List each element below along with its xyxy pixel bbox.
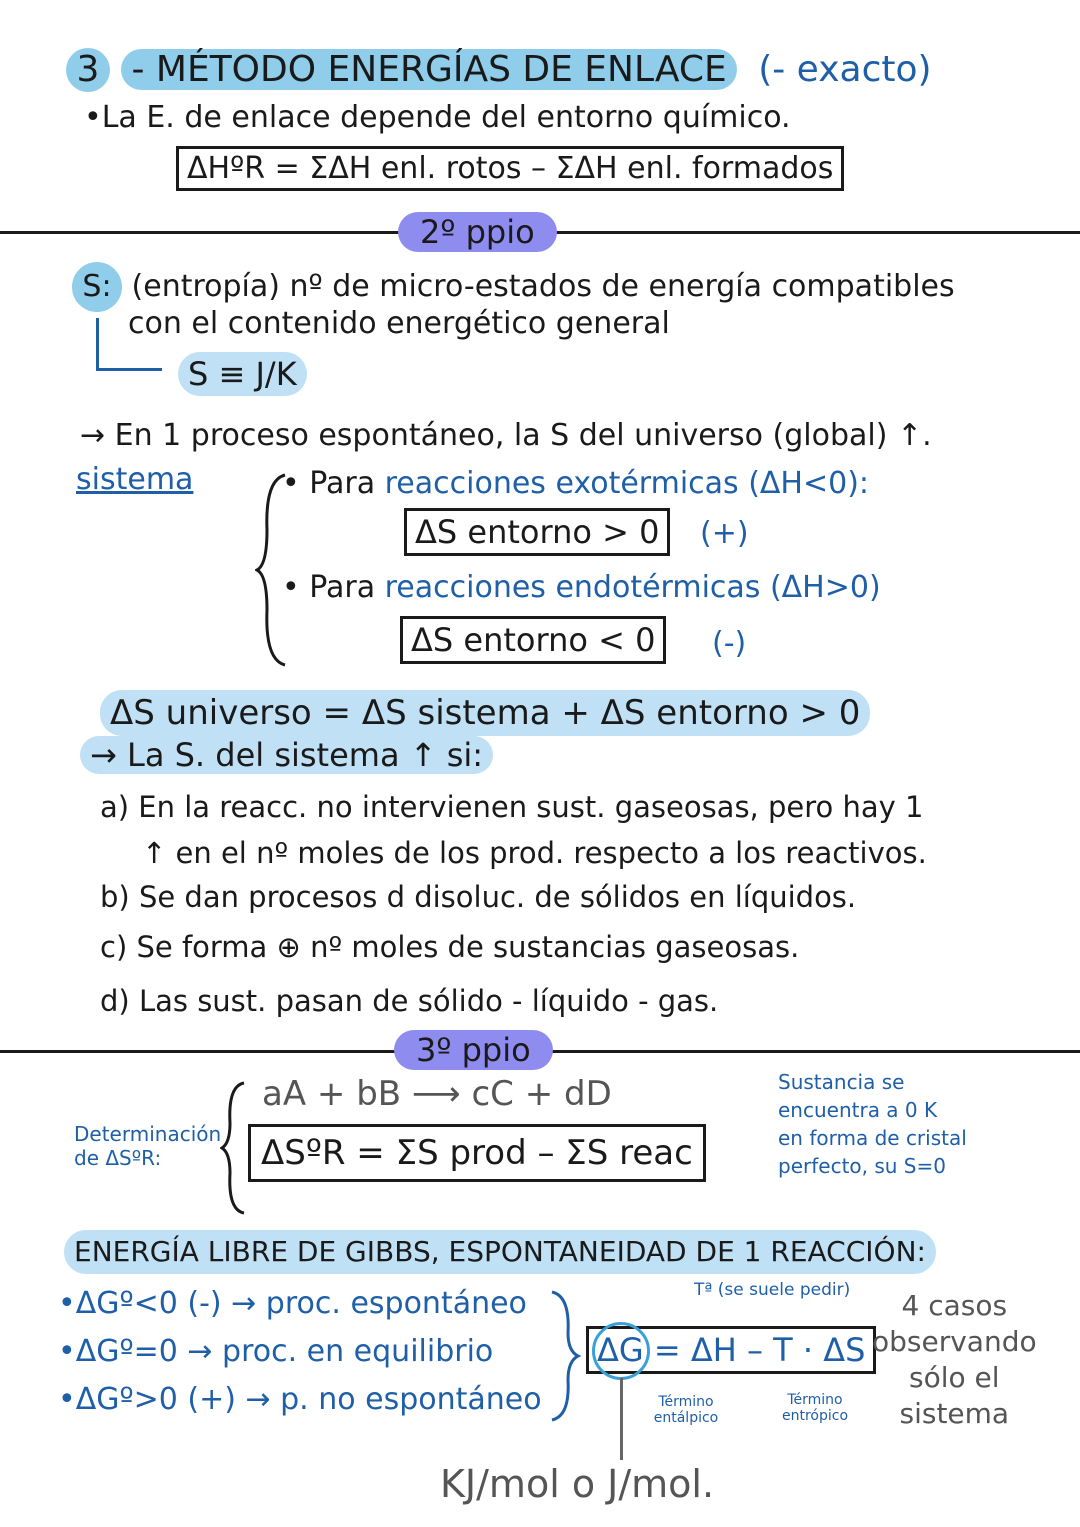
section-3-heading xyxy=(66,48,932,92)
case-d: d) Las sust. pasan de sólido - líquido - gas. xyxy=(100,984,719,1018)
curly-brace-3 xyxy=(220,1078,250,1218)
bond-energy-formula: ΔHºR = ΣΔH enl. rotos – ΣΔH enl. formados xyxy=(176,146,844,191)
gibbs-case-2: •ΔGº=0 → proc. en equilibrio xyxy=(58,1334,494,1369)
case-a-line1: a) En la reacc. no intervienen sust. gaseosas, pero hay 1 xyxy=(100,790,924,824)
entropy-def-1 xyxy=(72,262,955,312)
entropy-def-text: (entropía) nº de micro-estados de energía compatibles xyxy=(131,269,955,304)
note-line: Sustancia se xyxy=(778,1070,905,1094)
gibbs-brace xyxy=(548,1288,582,1424)
case-a-line2: ↑ en el nº moles de los prod. respecto a los reactivos. xyxy=(142,836,927,870)
exo-prefix: • Para xyxy=(282,466,385,501)
note-line: perfecto, su S=0 xyxy=(778,1154,946,1178)
arrow-line xyxy=(96,368,162,371)
determination-text: Determinación de ΔSºR: xyxy=(74,1122,222,1170)
system-increase-text: → La S. del sistema ↑ si: xyxy=(80,736,493,774)
reaction-equation: aA + bB ⟶ cC + dD xyxy=(262,1074,612,1114)
exo-sign: (+) xyxy=(700,516,749,551)
sistema-label: sistema xyxy=(76,462,194,497)
cases-line: observando xyxy=(872,1325,1037,1358)
entropy-unit: S ≡ J/K xyxy=(178,352,307,396)
cases-line: sistema xyxy=(899,1397,1010,1430)
system-increase xyxy=(80,736,493,774)
spontaneous-process: → En 1 proceso espontáneo, la S del universo (global) ↑. xyxy=(80,418,932,453)
entropy-def-2: con el contenido energético general xyxy=(128,306,670,341)
temperature-note: Tª (se suele pedir) xyxy=(694,1280,851,1300)
section-number: 3 xyxy=(66,48,110,92)
cases-line: 4 casos xyxy=(901,1289,1008,1322)
endo-sign: (-) xyxy=(712,626,747,661)
ppio3-label: 3º ppio xyxy=(394,1030,553,1070)
note-line: encuentra a 0 K xyxy=(778,1098,938,1122)
gibbs-formula: ΔG = ΔH – T · ΔS xyxy=(586,1326,876,1374)
arrow-bracket xyxy=(96,318,99,370)
units-pointer xyxy=(620,1378,623,1460)
delta-g-circle xyxy=(592,1322,650,1380)
bond-energy-line: •La E. de enlace depende del entorno químico. xyxy=(84,100,791,135)
endo-prefix: • Para xyxy=(282,570,385,605)
exo-line xyxy=(282,466,869,501)
enthalpic-term: Término entálpico xyxy=(653,1394,719,1426)
gibbs-case-3: •ΔGº>0 (+) → p. no espontáneo xyxy=(58,1382,542,1417)
note-line: en forma de cristal xyxy=(778,1126,967,1150)
entropic-term: Término entrópico xyxy=(781,1392,849,1424)
entropy-reaction-formula: ΔSºR = ΣS prod – ΣS reac xyxy=(248,1124,706,1182)
endo-box: ΔS entorno < 0 xyxy=(400,616,666,664)
third-law-note xyxy=(778,1068,967,1180)
determination-label xyxy=(74,1122,222,1170)
universe-equation: ΔS universo = ΔS sistema + ΔS entorno > 0 xyxy=(100,690,870,736)
gibbs-case-1: •ΔGº<0 (-) → proc. espontáneo xyxy=(58,1286,527,1321)
four-cases-note xyxy=(872,1288,1037,1432)
endo-line xyxy=(282,570,881,605)
exo-text: reacciones exotérmicas (ΔH<0): xyxy=(384,466,870,501)
section-note: (- exacto) xyxy=(758,49,932,90)
ppio2-label: 2º ppio xyxy=(398,212,557,252)
cases-line: sólo el xyxy=(909,1361,1000,1394)
energy-units: KJ/mol o J/mol. xyxy=(440,1462,715,1506)
s-letter: S: xyxy=(72,262,122,312)
case-b: b) Se dan procesos d disoluc. de sólidos en líquidos. xyxy=(100,880,857,914)
case-c: c) Se forma ⊕ nº moles de sustancias gaseosas. xyxy=(100,930,800,964)
gibbs-title: ENERGÍA LIBRE DE GIBBS, ESPONTANEIDAD DE 1 REACCIÓN: xyxy=(64,1230,936,1274)
exo-box: ΔS entorno > 0 xyxy=(404,508,670,556)
endo-text: reacciones endotérmicas (ΔH>0) xyxy=(384,570,881,605)
section-title: - MÉTODO ENERGÍAS DE ENLACE xyxy=(121,49,736,90)
